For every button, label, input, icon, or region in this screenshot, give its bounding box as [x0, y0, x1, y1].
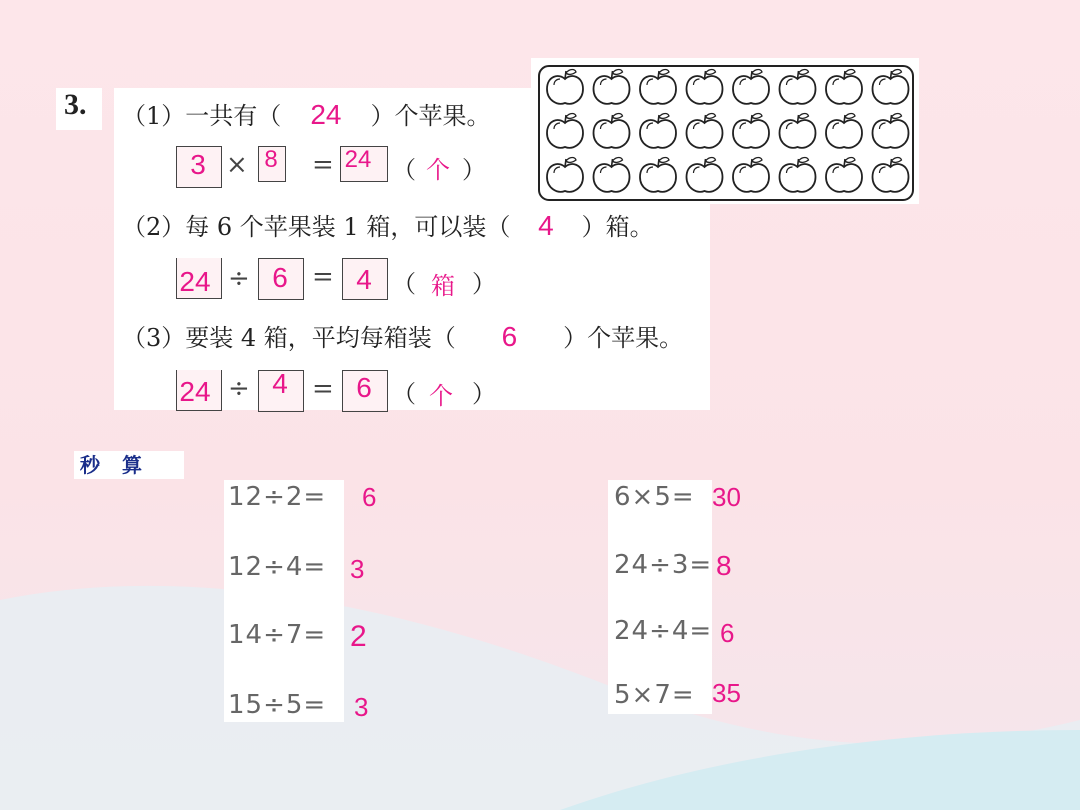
- calc-right-3-expr: 24÷4=: [614, 616, 713, 646]
- part3-unit-close: ）: [472, 380, 496, 408]
- part1-unit-close: ）: [462, 156, 486, 184]
- apple-icon: [733, 70, 769, 104]
- part3-text-before: （3）要装 4 箱，平均每箱装（: [122, 324, 456, 352]
- part3-text-after: ）个苹果。: [563, 324, 684, 352]
- calc-left-1-expr: 12÷2=: [228, 482, 327, 512]
- calc-left-3-answer: 2: [350, 620, 367, 653]
- part1-unit-open: （: [392, 156, 416, 184]
- part3-eq-b: 4: [272, 368, 288, 399]
- part3-unit: 个: [429, 382, 453, 410]
- calc-right-1-expr: 6×5=: [614, 482, 695, 512]
- calc-right-2-answer: 8: [716, 550, 732, 581]
- calc-right-1-answer: 30: [712, 482, 741, 512]
- apple-grid: [531, 58, 919, 204]
- part1-eq-op: ×: [226, 150, 248, 180]
- quick-calc-right-panel: [608, 480, 712, 714]
- apple-icon: [687, 158, 723, 192]
- calc-left-2-answer: 3: [350, 554, 365, 584]
- part2-question: [122, 207, 654, 242]
- calc-left-2-expr: 12÷4=: [228, 552, 327, 582]
- apple-icon: [547, 114, 583, 148]
- part2-unit: 箱: [431, 272, 455, 300]
- apple-icon: [640, 158, 676, 192]
- apple-icon: [826, 70, 862, 104]
- part3-unit-open: （: [392, 380, 416, 408]
- part2-eq-b: 6: [272, 262, 288, 293]
- calc-left-3-expr: 14÷7=: [228, 620, 327, 650]
- part2-text-before: （2）每 6 个苹果装 1 箱，可以装（: [122, 213, 511, 241]
- part1-eq-b: 8: [264, 146, 278, 173]
- apple-icon: [826, 114, 862, 148]
- part3-eq-a: 24: [179, 376, 211, 407]
- apple-icon: [873, 158, 909, 192]
- calc-left-4-answer: 3: [354, 692, 369, 722]
- apple-icon: [594, 70, 630, 104]
- part2-eq-c: 4: [356, 264, 372, 295]
- apple-icon: [733, 114, 769, 148]
- apple-icon: [826, 158, 862, 192]
- part3-answer: 6: [501, 321, 518, 352]
- apple-icon: [780, 158, 816, 192]
- part3-eq-equals: =: [312, 374, 334, 404]
- apple-icon: [640, 114, 676, 148]
- part3-eq-op: ÷: [228, 374, 250, 404]
- apple-icon: [594, 114, 630, 148]
- part2-eq-equals: =: [312, 262, 334, 292]
- calc-right-4-expr: 5×7=: [614, 680, 695, 710]
- part2-eq-op: ÷: [228, 264, 250, 294]
- part1-text-after: ）个苹果。: [370, 102, 491, 130]
- quick-calc-title: 秒算: [74, 451, 184, 479]
- apple-icon: [733, 158, 769, 192]
- calc-right-2-expr: 24÷3=: [614, 550, 713, 580]
- part1-answer: 24: [310, 99, 342, 130]
- part1-question: [122, 96, 491, 131]
- calc-right-3-answer: 6: [720, 618, 735, 648]
- apple-icon: [547, 158, 583, 192]
- part1-eq-a: 3: [190, 149, 206, 180]
- apple-crate-illustration: [531, 58, 919, 204]
- part2-eq-a: 24: [179, 266, 211, 297]
- apple-icon: [780, 114, 816, 148]
- apple-icon: [594, 158, 630, 192]
- apple-icon: [780, 70, 816, 104]
- part2-unit-open: （: [392, 270, 416, 298]
- apple-icon: [687, 114, 723, 148]
- apple-icon: [873, 70, 909, 104]
- part1-unit: 个: [426, 156, 450, 184]
- part3-eq-c: 6: [356, 372, 372, 403]
- part1-eq-c: 24: [344, 146, 372, 173]
- part2-text-after: ）箱。: [581, 213, 654, 241]
- quick-calc-left-panel: [224, 480, 344, 722]
- part2-unit-close: ）: [472, 270, 496, 298]
- question-number: 3.: [64, 88, 87, 121]
- calc-left-4-expr: 15÷5=: [228, 690, 327, 720]
- part2-answer: 4: [538, 210, 554, 241]
- apple-icon: [687, 70, 723, 104]
- apple-icon: [640, 70, 676, 104]
- calc-right-4-answer: 35: [712, 678, 741, 708]
- part3-question: [122, 318, 683, 353]
- calc-left-1-answer: 6: [362, 482, 377, 512]
- apple-icon: [547, 70, 583, 104]
- part1-text-before: （1）一共有（: [122, 102, 282, 130]
- apple-icon: [873, 114, 909, 148]
- part1-eq-equals: =: [312, 150, 334, 180]
